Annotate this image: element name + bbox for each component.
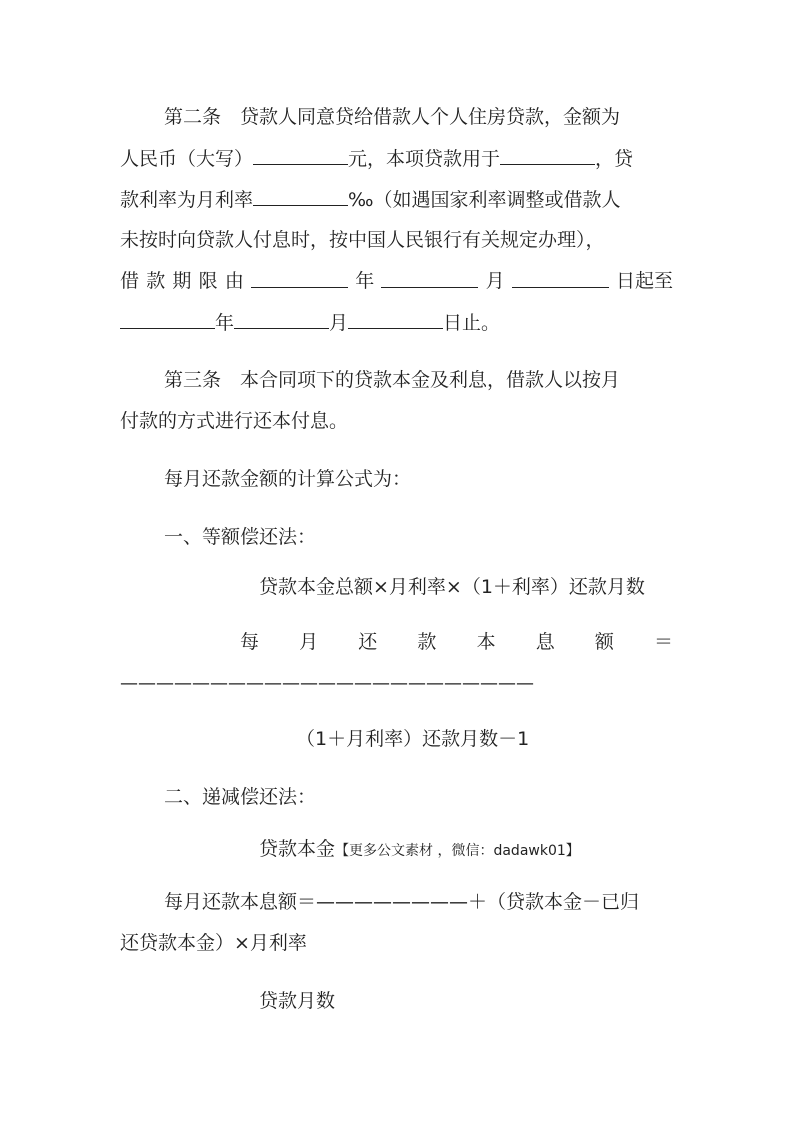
term-char: 由 [224,270,244,292]
end-day-blank[interactable] [348,310,443,329]
article2-line3-text-b: ‰（如遇国家利率调整或借款人 [348,189,621,211]
article2-line3-text-a: 款利率为月利率 [120,189,254,211]
article2-line5 [120,269,673,293]
article2-line1: 第二条 贷款人同意贷给借款人个人住房贷款，金额为 [164,106,621,128]
start-day-blank[interactable] [512,269,609,288]
rate-blank[interactable] [253,187,348,206]
method2-formula-line2: 还贷款本金）×月利率 [120,932,307,954]
method2-heading: 二、递减偿还法： [164,786,317,808]
method1-label [240,630,673,654]
article2-line6 [120,310,500,335]
start-month-blank[interactable] [381,269,478,288]
term-char: 期 [172,270,192,292]
label-char: 本 [476,631,496,653]
start-year-blank[interactable] [251,269,348,288]
amount-blank[interactable] [253,146,348,165]
end-year-blank[interactable] [120,310,215,329]
end-year-label: 年 [215,312,235,334]
method2-formula-line1: 每月还款本息额＝————————＋（贷款本金－已归 [164,891,640,913]
article2-line2-text-b: 元，本项贷款用于 [348,148,501,170]
article3-line2: 付款的方式进行还本付息。 [120,410,349,432]
end-month-blank[interactable] [234,310,329,329]
day-from-label: 日起至 [615,270,673,292]
watermark-text: 【更多公文素材 ，微信：dadawk01】 [335,843,580,859]
year-label: 年 [355,270,375,292]
article2-line3 [120,187,621,212]
article2-line2-text-c: ，贷 [595,148,634,170]
method2-numerator: 贷款本金 [259,838,336,860]
term-char: 借 [120,270,140,292]
article2-line2-text-a: 人民币（大写） [120,148,254,170]
method1-divider: ——————————————————————— [120,673,534,694]
label-char: ＝ [653,631,673,653]
article2-line4: 未按时向贷款人付息时，按中国人民银行有关规定办理）， [120,229,605,251]
method1-numerator: 贷款本金总额×月利率×（1＋利率）还款月数 [259,576,645,598]
method1-heading: 一、等额偿还法： [164,526,317,548]
month-label: 月 [485,270,505,292]
article2-line2 [120,146,633,171]
label-char: 月 [299,631,319,653]
method1-denominator: （1＋月利率）还款月数－1 [296,728,530,750]
day-end-label: 日止。 [443,312,501,334]
label-char: 额 [594,631,614,653]
term-char: 款 [146,270,166,292]
purpose-blank[interactable] [500,146,595,165]
label-char: 每 [240,631,260,653]
method2-denominator: 贷款月数 [259,990,336,1012]
method2-numerator-line [259,837,580,863]
formula-intro: 每月还款金额的计算公式为： [164,468,412,490]
label-char: 款 [417,631,437,653]
end-month-label: 月 [329,312,349,334]
label-char: 还 [358,631,378,653]
label-char: 息 [535,631,555,653]
term-char: 限 [198,270,218,292]
article3-line1: 第三条 本合同项下的贷款本金及利息，借款人以按月 [164,369,621,391]
